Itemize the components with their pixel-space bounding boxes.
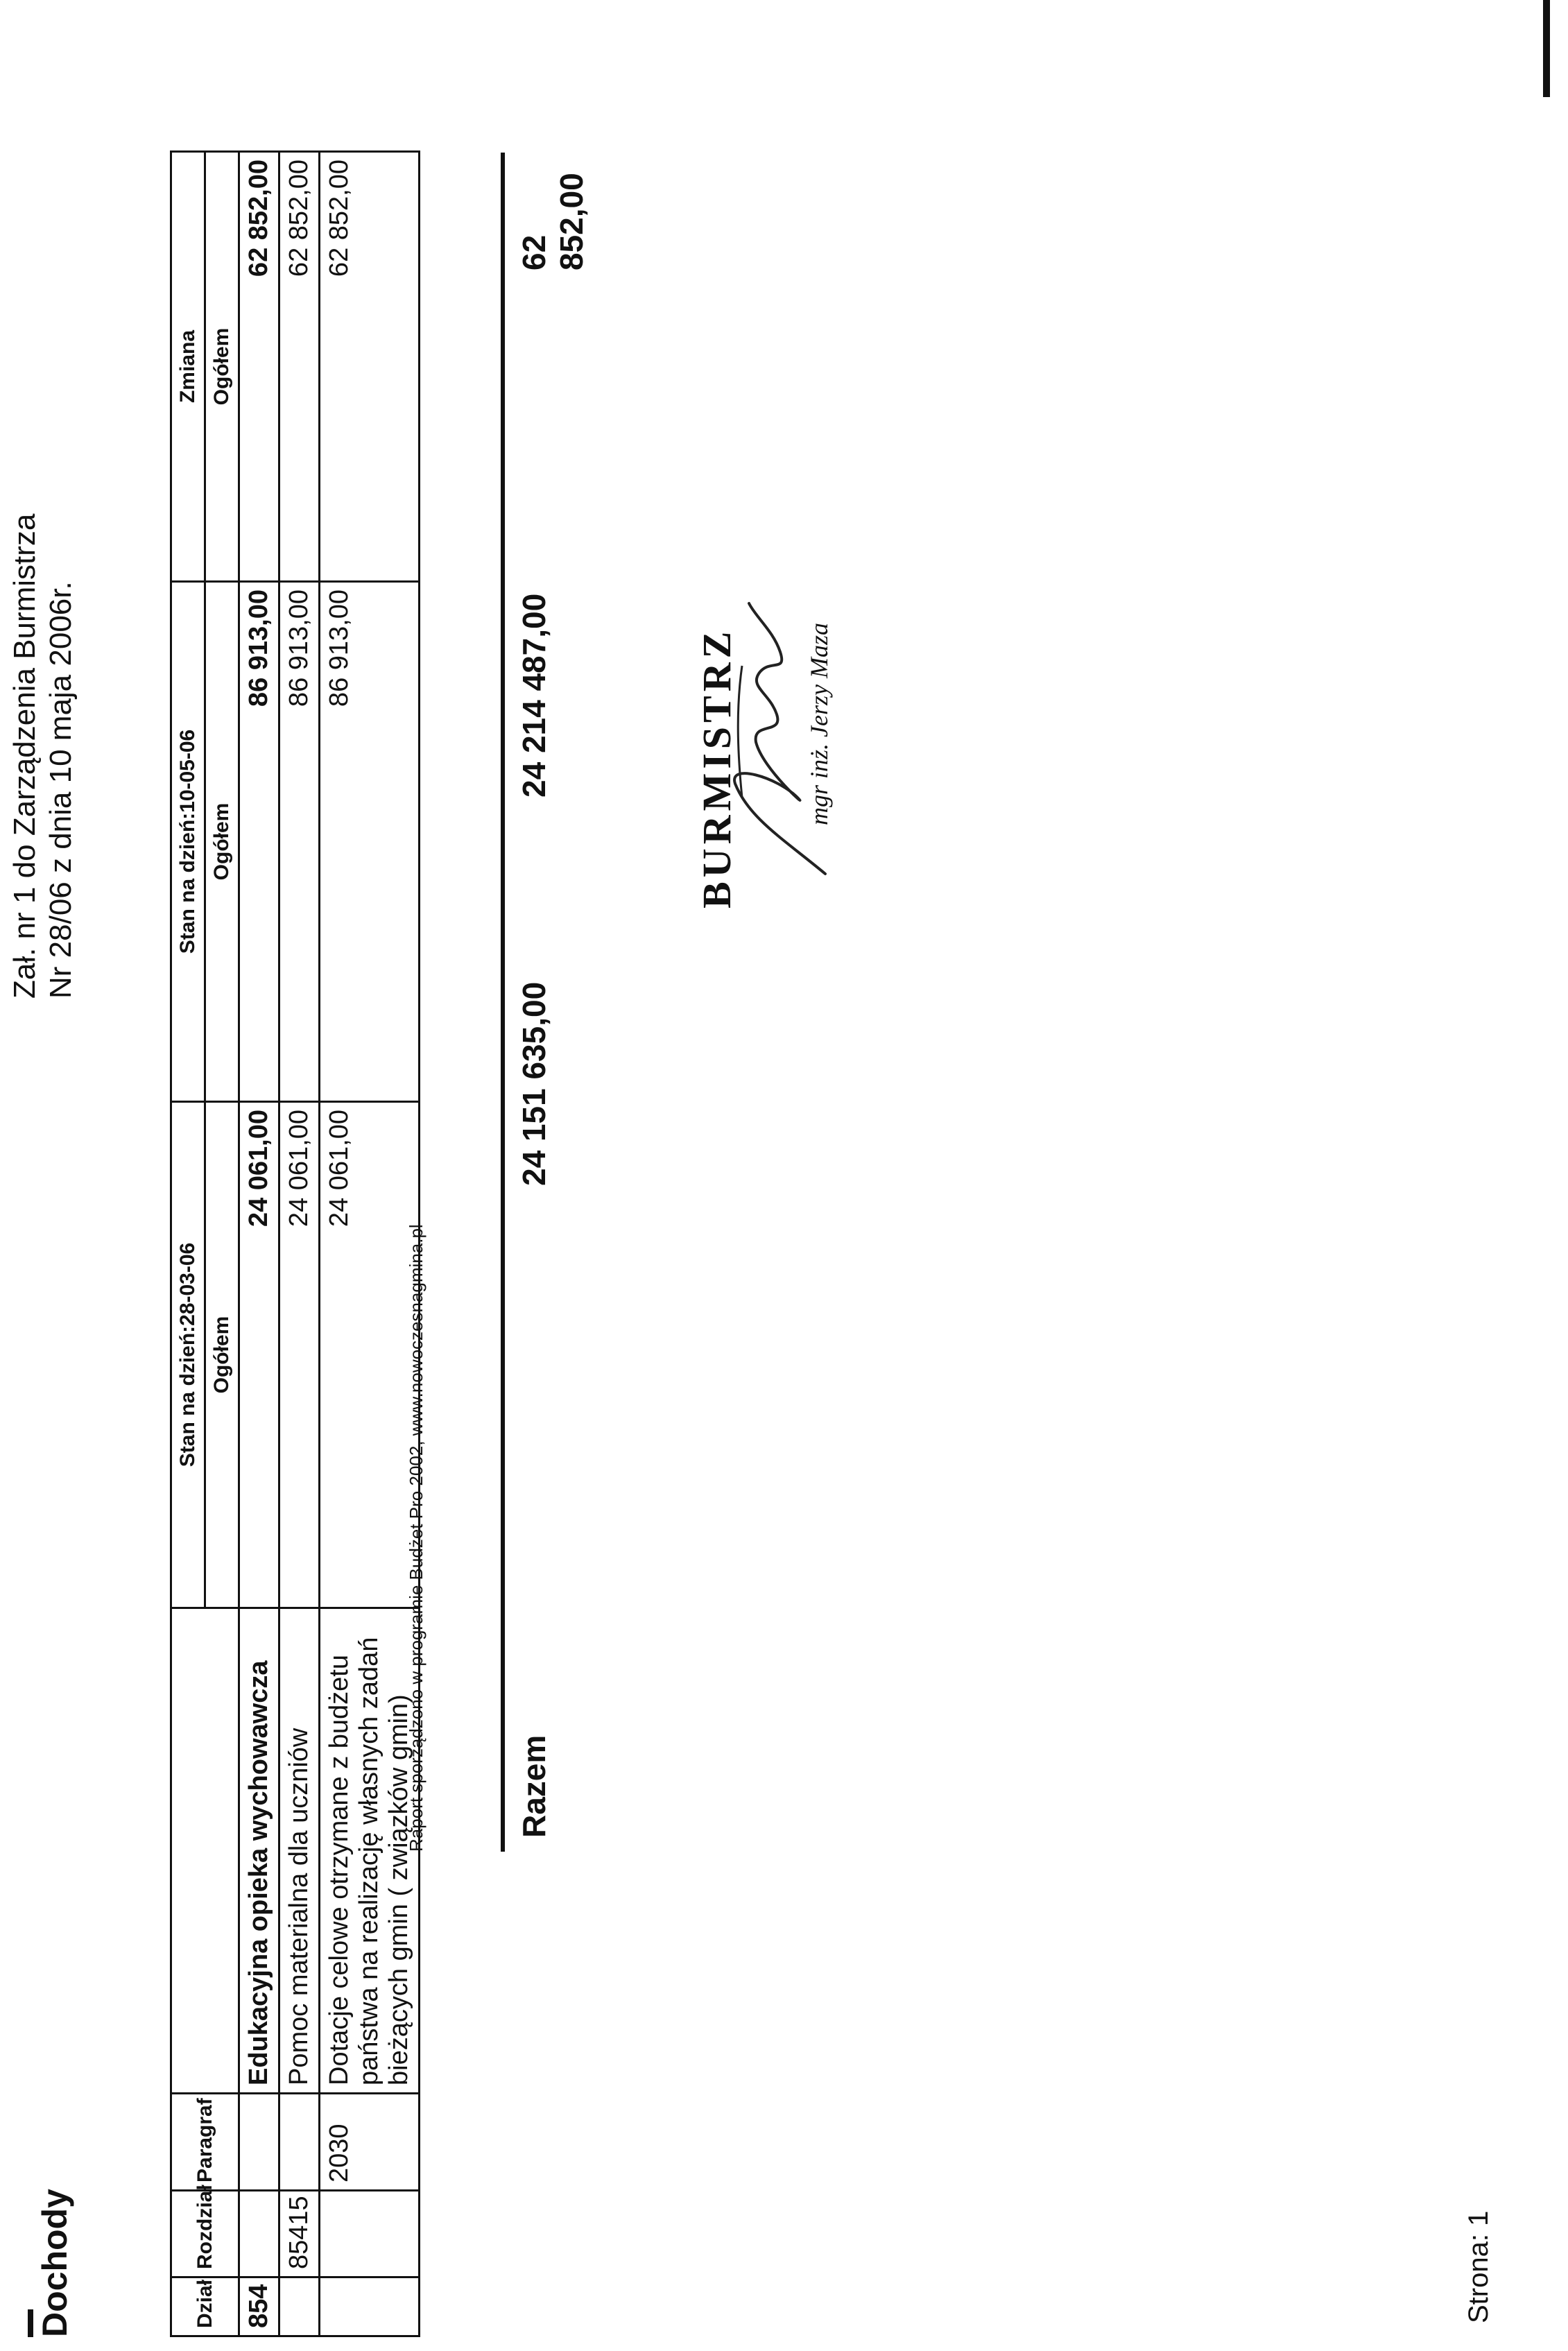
col-subheader-ogolem: Ogółem — [205, 1102, 239, 1608]
col-header-stan1: Stan na dzień:28-03-06 — [171, 1102, 205, 1608]
cell-stan2: 86 913,00 — [279, 582, 320, 1102]
cell-zmiana: 62 852,00 — [279, 152, 320, 582]
cell-stan1: 24 061,00 — [239, 1102, 279, 1608]
col-header-dzial: Dział — [171, 2277, 239, 2336]
table-row — [279, 152, 320, 2336]
table-row — [239, 152, 279, 2336]
col-subheader-ogolem: Ogółem — [205, 152, 239, 582]
cell-dzial — [279, 2277, 320, 2336]
total-separator-line — [501, 153, 505, 1852]
footer-page-number: Strona: 1 — [1463, 2210, 1494, 2323]
cell-name: Dotacje celowe otrzymane z budżetu państwa na realizację własnych zadań bieżących gmin ( związków gmin) — [320, 1608, 420, 2094]
budget-table — [170, 150, 420, 2337]
stamp-title: BURMISTRZ — [694, 627, 739, 908]
col-header-name — [171, 1608, 239, 2094]
cell-name: Edukacyjna opieka wychowawcza — [239, 1608, 279, 2094]
stamp-name: mgr inż. Jerzy Maza — [805, 623, 833, 825]
cell-dzial — [320, 2277, 420, 2336]
col-subheader-ogolem: Ogółem — [205, 582, 239, 1102]
header-note-line2: Nr 28/06 z dnia 10 maja 2006r. — [44, 581, 78, 999]
total-label: Razem — [516, 1734, 552, 1838]
cell-stan1: 24 061,00 — [320, 1102, 420, 1608]
cell-stan1: 24 061,00 — [279, 1102, 320, 1608]
cell-rozdzial — [320, 2191, 420, 2277]
cell-dzial: 854 — [239, 2277, 279, 2336]
cell-stan2: 86 913,00 — [239, 582, 279, 1102]
table-header-row — [171, 152, 205, 2336]
cell-rozdzial — [239, 2191, 279, 2277]
cell-rozdzial: 85415 — [279, 2191, 320, 2277]
table-row — [320, 152, 420, 2336]
cell-paragraf — [279, 2094, 320, 2191]
mayor-stamp — [693, 548, 902, 908]
page-title: Dochody — [35, 2189, 74, 2337]
cell-name: Pomoc materialna dla uczniów — [279, 1608, 320, 2094]
col-header-paragraf: Paragraf — [171, 2094, 239, 2191]
total-zmiana: 62 852,00 — [516, 173, 589, 270]
total-row — [510, 153, 589, 1852]
col-header-stan2: Stan na dzień:10-05-06 — [171, 582, 205, 1102]
total-stan1: 24 151 635,00 — [516, 981, 552, 1186]
col-header-zmiana: Zmiana — [171, 152, 205, 582]
header-note — [7, 514, 79, 999]
cell-zmiana: 62 852,00 — [320, 152, 420, 582]
cell-paragraf — [239, 2094, 279, 2191]
col-header-rozdzial: Rozdział — [171, 2191, 239, 2277]
footer-raport: Raport sporządzono w programie Budżet Pro 2002, www.nowoczesnagmina.pl — [406, 1224, 427, 1852]
header-note-line1: Zał. nr 1 do Zarządzenia Burmistrza — [8, 513, 42, 999]
cell-paragraf: 2030 — [320, 2094, 420, 2191]
total-stan2: 24 214 487,00 — [516, 593, 552, 798]
cell-stan2: 86 913,00 — [320, 582, 420, 1102]
cell-zmiana: 62 852,00 — [239, 152, 279, 582]
